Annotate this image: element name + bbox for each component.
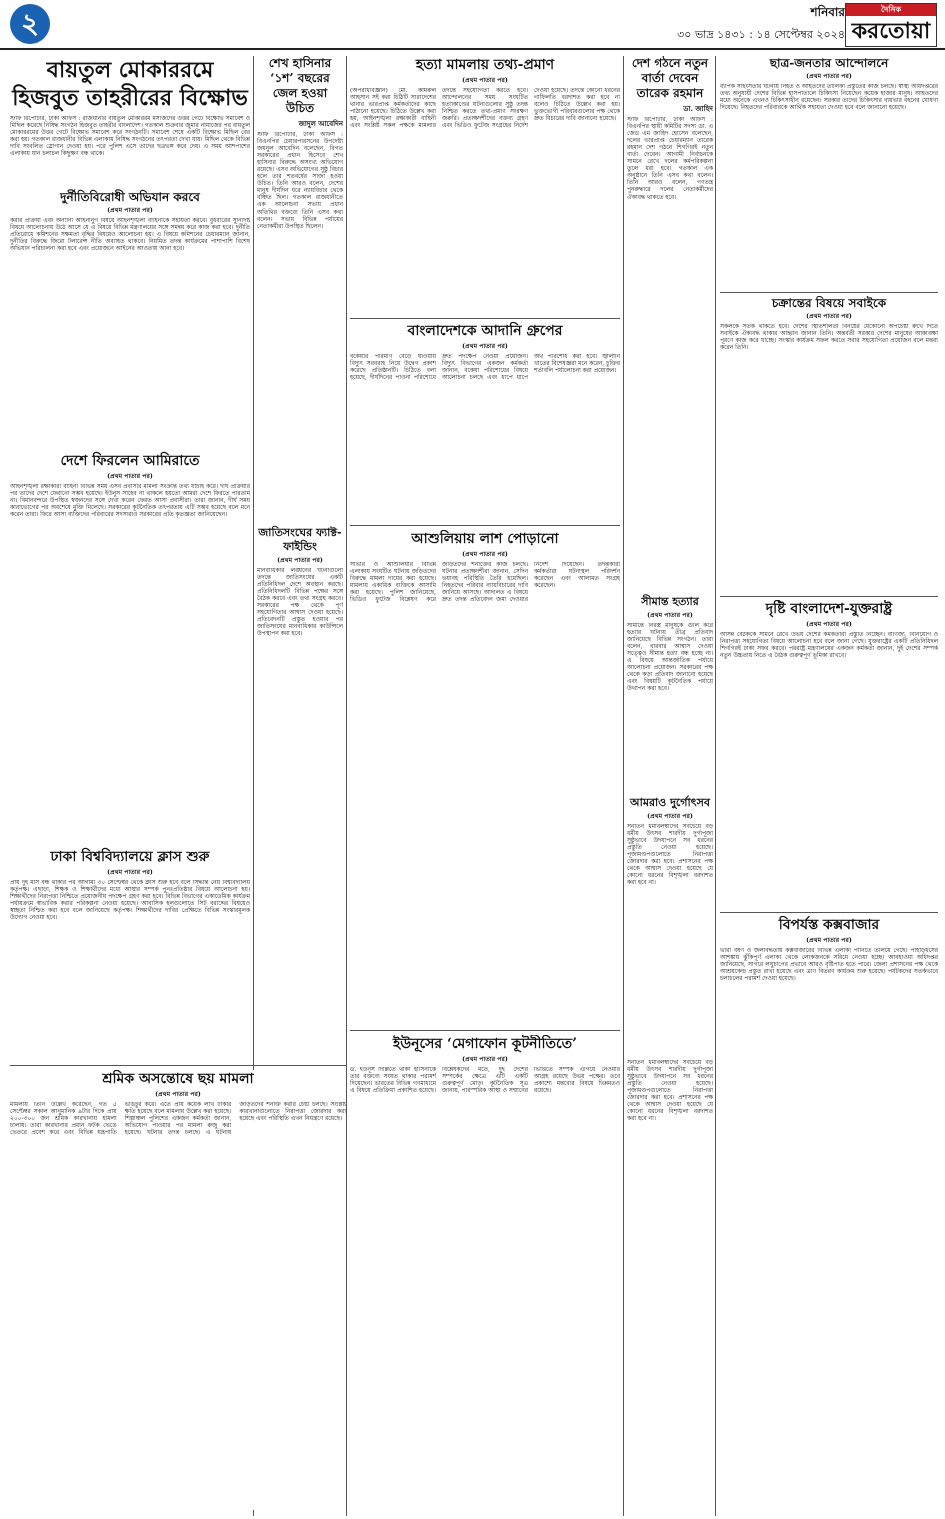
header-day: শনিবার <box>810 5 845 19</box>
headline: হত্যা মামলায় তথ্য-প্রমাণ <box>415 57 555 73</box>
continuation-note: (প্রথম পাতার পর) <box>462 343 508 350</box>
article-body: আসন্ন বৈঠককে সামনে রেখে উভয় দেশের কর্মকর্তারা প্রস্তুতি নিচ্ছেন। বাণিজ্য, বিনিয়োগ ও নিরাপত্তা সহযোগিতা বিষয়ে আলোচনা হবে বলে জানা গেছে। যুক্তরাষ্ট্রের একটি প্রতিনিধিদল শিগগিরই ঢাকা সফর করবে। পররাষ্ট্র মন্ত্রণালয়ের একজন কর্মকর্তা জানান, দুই দেশের সম্পর্ক নতুন উচ্চতায় নিতে এ বৈঠক গুরুত্বপূর্ণ ভূমিকা রাখবে। <box>720 632 938 660</box>
article-body: বকেয়ার পরিমাণ বেড়ে যাওয়ায় বিদ্যুৎ সরবরাহ নিয়ে উদ্বেগ প্রকাশ করেছে প্রতিষ্ঠানটি। চিঠিতে বলা হয়েছে, দীর্ঘদিনের পাওনা পরিশোধে দ্রুত পদক্ষেপ নেওয়া প্রয়োজন। বিদ্যুৎ বিভাগের একজন কর্মকর্তা জানান, বকেয়া পরিশোধের বিষয়ে আলোচনা চলছে এবং ধাপে ধাপে অর্থ পরিশোধ করা হবে। জ্বালানি খাতের বিশেষজ্ঞরা মনে করেন, চুক্তির শর্তাবলি পর্যালোচনা করা প্রয়োজন। <box>350 354 620 382</box>
headline: বাংলাদেশকে আদানি গ্রুপের <box>407 323 563 339</box>
headline: দেশ গঠনে নতুন বার্তা দেবেন তারেক রহমান <box>631 56 709 100</box>
article-body: ড. ইউনূস দিল্লিতে থাকা হাসিনাকে তার বক্তব্যে সংযত থাকার পরামর্শ দিয়েছেন। ভারতের বিভিন্ন গণমাধ্যমে এ বিষয়ে প্রতিক্রিয়া প্রকাশিত হয়েছে। বিশ্লেষকদের মতে, দুই দেশের সম্পর্কের ক্ষেত্রে এটি একটি গুরুত্বপূর্ণ মোড়। কূটনৈতিক সূত্র জানায়, পারস্পরিক আস্থা ও সম্মানের ভিত্তিতে সম্পর্ক এগিয়ে নেওয়ার আগ্রহ রয়েছে উভয় পক্ষের। তবে প্রকাশ্যে মন্তব্যের বিষয়ে ভিন্নমতও রয়েছে। <box>350 1067 620 1095</box>
section-rule <box>350 318 620 319</box>
article-body: ভারী বর্ষণ ও জলাবদ্ধতায় কক্সবাজারের বিভিন্ন এলাকা পানিতে তলিয়ে গেছে। পাহাড়ধসের আশঙ্কায় ঝুঁকিপূর্ণ এলাকা থেকে লোকজনকে সরিয়ে নেওয়া হচ্ছে। আবহাওয়া অধিদপ্তর জানিয়েছে, সাগরে লঘুচাপের প্রভাবে আরও বৃষ্টিপাত হতে পারে। জেলা প্রশাসনের পক্ষ থেকে আশ্রয়কেন্দ্র প্রস্তুত রাখা হয়েছে এবং ত্রাণ বিতরণ কার্যক্রম শুরু হয়েছে। পর্যটকদের সতর্কভাবে চলাচলের পরামর্শ দেওয়া হয়েছে। <box>720 948 938 983</box>
continuation-note: (প্রথম পাতার পর) <box>107 869 153 876</box>
article-ashulia <box>350 530 620 1030</box>
headline: চক্রান্তের বিষয়ে সবাইকে <box>771 296 887 310</box>
article-murder-case <box>350 56 620 316</box>
continuation-note: (প্রথম পাতার পর) <box>462 77 508 84</box>
masthead-name: করতোয়া <box>851 18 931 44</box>
article-body: (অপরাধবিজ্ঞান) মো. কামরুল আহসান সই করা চিঠিটি সারাদেশের থানার ভারপ্রাপ্ত কর্মকর্তাদের কাছে পাঠানো হয়েছে। চিঠিতে উল্লেখ করা হয়, আইনশৃঙ্খলা রক্ষাকারী বাহিনী এবং সংশ্লিষ্ট সকল পক্ষকে মামলার তদন্তে সহযোগিতা করতে হবে। আন্দোলনের সময় সংঘটিত হত্যাকাণ্ডের ঘটনাগুলোর সুষ্ঠু তদন্ত নিশ্চিত করতে তথ্য-প্রমাণ সংরক্ষণ জরুরি। প্রত্যক্ষদর্শীদের বক্তব্য গ্রহণ এবং ভিডিও ফুটেজ সংগ্রহের নির্দেশ দেওয়া হয়েছে। তদন্তে কোনো ধরনের গাফিলতি বরদাশত করা হবে না বলেও চিঠিতে উল্লেখ করা হয়। ভুক্তভোগী পরিবারগুলোর পক্ষ থেকে দ্রুত বিচারের দাবি জানানো হয়েছে। <box>350 88 620 130</box>
article-labor-unrest <box>10 1070 346 1510</box>
headline: বায়তুল মোকাররমে হিজবুত তাহরীরের বিক্ষোভ <box>12 57 248 111</box>
continuation-note: (প্রথম পাতার পর) <box>806 621 852 628</box>
headline: ঢাকা বিশ্ববিদ্যালয়ে ক্লাস শুরু <box>50 849 210 865</box>
headline: সীমান্ত হত্যার <box>641 595 699 608</box>
byline: জাদুল আবেদিন <box>298 119 343 128</box>
column-second <box>257 56 343 1061</box>
page-number-badge <box>10 4 50 44</box>
column-fourth <box>627 56 713 1056</box>
column-rule <box>623 56 624 1516</box>
article-body: সাভার ও আশুলিয়ার বিভিন্ন এলাকায় সংঘটিত ঘটনায় জড়িতদের বিরুদ্ধে মামলা দায়ের করা হয়েছে। মামলায় একাধিক ব্যক্তিকে আসামি করা হয়েছে। পুলিশ জানিয়েছে, ভিডিও ফুটেজ বিশ্লেষণ করে জড়িতদের শনাক্তের কাজ চলছে। ঘটনার প্রত্যক্ষদর্শীরা জানান, সেদিন ভয়াবহ পরিস্থিতি তৈরি হয়েছিল। নিহতদের পরিবার ন্যায়বিচারের দাবি জানিয়ে আসছে। আদালত এ বিষয়ে দ্রুত তদন্ত প্রতিবেদন জমা দেওয়ার নির্দেশ দিয়েছেন। তদন্তকারী কর্মকর্তারা ঘটনাস্থল পরিদর্শন করেছেন এবং আলামত সংগ্রহ করেছেন। <box>350 562 620 604</box>
column-rule <box>346 56 347 1516</box>
continuation-note: (প্রথম পাতার পর) <box>806 313 852 320</box>
headline: দৃষ্টি বাংলাদেশ-যুক্তরাষ্ট্র <box>765 601 893 617</box>
article-body: সনাতন ধর্মাবলম্বীদের সবচেয়ে বড় ধর্মীয় উৎসব শারদীয় দুর্গাপূজা সুষ্ঠুভাবে উদযাপনে সব ধরনের প্রস্তুতি নেওয়া হয়েছে। পূজামণ্ডপগুলোতে নিরাপত্তা জোরদার করা হবে। প্রশাসনের পক্ষ থেকে আশ্বাস দেওয়া হয়েছে যে কোনো ধরনের বিশৃঙ্খলা বরদাশত করা হবে না। <box>627 824 713 887</box>
article-student-movement <box>720 56 938 291</box>
masthead-logo <box>845 3 937 47</box>
page-number: ২ <box>20 7 40 40</box>
section-rule <box>350 525 620 526</box>
article-body: সকলকে সতর্ক থাকতে হবে। দেশের স্থিতিশীলতা বিনষ্টের যেকোনো অপচেষ্টা রুখে দিতে সবাইকে ঐক্যবদ্ধ থাকার আহ্বান জানান তিনি। অন্তর্বর্তী সরকার দেশের মানুষের আকাঙ্ক্ষা পূরণে কাজ করে যাচ্ছে। সংস্কার কার্যক্রম সফল করতে সবার সহযোগিতা প্রয়োজন বলে মন্তব্য করেন তিনি। <box>720 324 938 352</box>
headline: আমরাও দুর্গোৎসব <box>630 796 710 809</box>
continuation-note: (প্রথম পাতার পর) <box>647 612 693 619</box>
headline: শেখ হাসিনার ‘১শ’ বছরের জেল হওয়া উচিত <box>268 56 332 115</box>
article-body: আইনশৃঙ্খলা রক্ষাকারী বাহিনী বিভিন্ন সময় এসব প্রবাসীর মামলা সংক্রান্ত তথ্য যাচাই করে। দীর্ঘ প্রক্রিয়ার পর তাদের দেশে ফেরানো সম্ভব হয়েছে। ইউনুস সাহেব না থাকলে হয়তো আমরা দেশে ফিরতে পারতাম না। বিমানবন্দরে উপস্থিত স্বজনদের সঙ্গে দেখা করেন ফেরত আসা প্রবাসীরা। তারা জানান, দীর্ঘ সময় কারাভোগের পর অবশেষে মুক্তি মিলেছে। সরকারের কূটনৈতিক তৎপরতায় এটি সম্ভব হয়েছে বলে মনে করেন তারা। ফিরে আসা ব্যক্তিদের পরিবারের সদস্যরাও সরকারের প্রতি কৃতজ্ঞতা জানিয়েছেন। <box>10 484 250 519</box>
headline: দুর্নীতিবিরোধী অভিযান করবে <box>60 190 200 204</box>
page-header <box>0 0 945 50</box>
article-body: সনাতন ধর্মাবলম্বীদের সবচেয়ে বড় ধর্মীয় উৎসব শারদীয় দুর্গাপূজা সুষ্ঠুভাবে উদযাপনে সব ধরনের প্রস্তুতি নেওয়া হয়েছে। পূজামণ্ডপগুলোতে নিরাপত্তা জোরদার করা হবে। প্রশাসনের পক্ষ থেকে আশ্বাস দেওয়া হয়েছে যে কোনো ধরনের বিশৃঙ্খলা বরদাশত করা হবে না। <box>627 1060 713 1123</box>
continuation-note: (প্রথম পাতার পর) <box>107 207 153 214</box>
headline: বিপর্যস্ত কক্সবাজার <box>778 917 880 933</box>
headline: দেশে ফিরলেন আমিরাতে <box>60 453 200 469</box>
continuation-note: (প্রথম পাতার পর) <box>806 73 852 80</box>
article-coxs-bazar <box>720 916 938 1510</box>
article-body: স্টাফ রিপোর্টার, ঢাকা অফিস : রাজধানীর বায়তুল মোকাররম মসজিদের উত্তর গেটে বিক্ষোভ সমাবেশ ও মিছিল করেছে নিষিদ্ধ সংগঠন হিজবুত তাহরীর বাংলাদেশ। গতকাল শুক্রবার জুমার নামাজের পর বায়তুল মোকাররমের উত্তর গেটে বিক্ষোভ সমাবেশ করে সংগঠনটি। সমাবেশ শেষে একটি বিক্ষোভ মিছিল বের করা হয়। গতকাল রাজধানীর বিভিন্ন এলাকায় নিষিদ্ধ সংগঠনের তৎপরতা দেখা যায়। মিছিল থেকে বিভিন্ন দাবি সংবলিত স্লোগান দেওয়া হয়। পরে পুলিশ এসে তাদের ছত্রভঙ্গ করে দেয়। এ সময় আশপাশের এলাকায় যান চলাচল কিছুক্ষণ বন্ধ থাকে। <box>10 116 250 158</box>
continuation-note: (প্রথম পাতার পর) <box>806 937 852 944</box>
article-body: ব্যাপক সহিংসতার ঘটনায় নিহত ও আহতদের তালিকা প্রস্তুতের কাজ চলছে। স্বাস্থ্য অধিদপ্তরের তথ্য অনুযায়ী দেশের বিভিন্ন হাসপাতালে চিকিৎসা নিয়েছেন কয়েক হাজার মানুষ। আহতদের মধ্যে অনেকে এখনও চিকিৎসাধীন রয়েছেন। সরকার তাদের চিকিৎসার ব্যয়ভার বহনের ঘোষণা দিয়েছে। নিহতদের পরিবারকে আর্থিক সহায়তা দেওয়া হবে বলে জানানো হয়েছে। <box>720 84 938 112</box>
article-body: স্টাফ রিপোর্টার, ঢাকা অফিস : বিএনপির চেয়ারপারসনের উপদেষ্টা জয়নুল আবেদিন বলেছেন, বিগত সরকারের প্রধান হিসেবে শেখ হাসিনার বিরুদ্ধে অসংখ্য অভিযোগ রয়েছে। এসব অভিযোগের সুষ্ঠু বিচার হলে তার শতবর্ষের সাজা হওয়া উচিত। তিনি আরও বলেন, দেশের মানুষ দীর্ঘদিন ধরে ন্যায়বিচার থেকে বঞ্চিত ছিল। গতকাল রাজধানীতে এক আলোচনা সভায় প্রধান অতিথির বক্তব্যে তিনি এসব কথা বলেন। সভায় বিভিন্ন পর্যায়ের নেতাকর্মীরা উপস্থিত ছিলেন। <box>257 132 343 230</box>
masthead-top: দৈনিক <box>846 4 936 16</box>
article-adani <box>350 322 620 522</box>
headline: শ্রমিক অসন্তোষে ছয় মামলা <box>102 1071 254 1087</box>
header-date: ৩০ ভাদ্র ১৪৩১ : ১৪ সেপ্টেম্বর ২০২৪ <box>677 28 845 41</box>
column-fourth-bottom <box>627 1060 713 1510</box>
continuation-note: (প্রথম পাতার পর) <box>155 1091 201 1098</box>
article-body: করার প্রক্রিয়া এবং অন্যান্য আইনানুগ বিষয়ে আইনশৃঙ্খলা বাহিনীকে সহায়তা করবে। বুধবারের সুনির্দিষ্ট বিষয়ে আলোচনায় উঠে আসে যে এ বিষয়ে বিভিন্ন মন্ত্রণালয়ের সঙ্গে সমন্বয় করে কাজ করা হবে। দুর্নীতি প্রতিরোধে কমিশনের সক্ষমতা বৃদ্ধির বিষয়েও আলোচনা হয়। এ বিষয়ে কমিশনের চেয়ারম্যান জানান, দুর্নীতির বিরুদ্ধে জিরো টলারেন্স নীতি অব্যাহত থাকবে। নিয়মিত তদন্ত কার্যক্রমের পাশাপাশি বিশেষ অভিযান পরিচালনা করা হবে এবং প্রয়োজনে আইনের আওতায় আনা হবে। <box>10 218 250 253</box>
continuation-note: (প্রথম পাতার পর) <box>277 557 323 564</box>
continuation-note: (প্রথম পাতার পর) <box>462 1056 508 1063</box>
continuation-note: (প্রথম পাতার পর) <box>647 813 693 820</box>
article-body: স্টাফ রিপোর্টার, ঢাকা অফিস : বিএনপির স্থায়ী কমিটির সদস্য ডা. এ জেড এম জাহিদ হোসেন বলেছেন, দলের ভারপ্রাপ্ত চেয়ারম্যান তারেক রহমান দেশ গঠনে শিগগিরই নতুন বার্তা দেবেন। আগামী নির্বাচনকে সামনে রেখে দলের কর্মপরিকল্পনা তুলে ধরা হবে। গতকাল এক অনুষ্ঠানে তিনি এসব কথা বলেন। তিনি আরও বলেন, গণতন্ত্র পুনরুদ্ধারে দলের নেতাকর্মীদের ঐক্যবদ্ধ থাকতে হবে। <box>627 117 713 201</box>
article-body: মানবাধিকার লঙ্ঘনের ঘটনাগুলো তদন্তে জাতিসংঘের একটি প্রতিনিধিদল দেশে অবস্থান করছে। প্রতিনিধিদলটি বিভিন্ন পক্ষের সঙ্গে বৈঠক করবে এবং তথ্য সংগ্রহ করবে। সরকারের পক্ষ থেকে পূর্ণ সহযোগিতার আশ্বাস দেওয়া হয়েছে। প্রতিবেদনটি প্রস্তুত হওয়ার পর জাতিসংঘের মানবাধিকার কাউন্সিলে উপস্থাপন করা হবে। <box>257 568 343 638</box>
headline: ইউনূসের ‘মেগাফোন কূটনীতিতে’ <box>392 1036 577 1052</box>
section-rule <box>720 292 938 293</box>
article-conspiracy <box>720 296 938 596</box>
column-rule <box>715 56 716 1516</box>
continuation-note: (প্রথম পাতার পর) <box>107 473 153 480</box>
continuation-note: (প্রথম পাতার পর) <box>462 551 508 558</box>
section-rule <box>10 1065 346 1066</box>
section-rule <box>350 1030 620 1031</box>
article-body: প্রায় দুই মাস বন্ধ থাকার পর আগামী ৩০ সেপ্টেম্বর থেকে ক্লাস শুরু হবে বলে সিদ্ধান্ত নেয় বিশ্ববিদ্যালয় কর্তৃপক্ষ। এছাড়া, শিক্ষক ও শিক্ষার্থীদের মধ্যে আস্থার সম্পর্ক পুনঃপ্রতিষ্ঠার বিষয়ে আলোচনা হয়। শিক্ষার্থীদের নিরাপত্তা নিশ্চিতে প্রয়োজনীয় পদক্ষেপ গ্রহণ করা হবে। বিভিন্ন বিভাগের একাডেমিক কার্যক্রম পর্যায়ক্রমে স্বাভাবিক করার পরিকল্পনা নেওয়া হয়েছে। আবাসিক হলগুলোতে সিট বরাদ্দের বিষয়েও স্বচ্ছতা নিশ্চিত করা হবে বলে জানিয়েছে কর্তৃপক্ষ। শিক্ষার্থীদের দাবির প্রেক্ষিতে বিভিন্ন সংস্কারমূলক উদ্যোগ নেওয়া হবে। <box>10 880 250 922</box>
article-body: মামলায় তিনি উল্লেখ করেছেন, গত ৫ সেপ্টেম্বর সকাল আনুমানিক ৯টার দিকে প্রায় ২০০-৩০০ জন শ্রমিক কারখানায় হামলা চালায়। তারা কারখানার প্রধান ফটক ভেঙে ভেতরে প্রবেশ করে এবং বিভিন্ন যন্ত্রপাতি ভাঙচুর করে। এতে প্রায় কয়েক লাখ টাকার ক্ষতি হয়েছে বলে মামলায় উল্লেখ করা হয়েছে। শিল্পাঞ্চল পুলিশের একজন কর্মকর্তা জানান, অভিযোগ পাওয়ার পর মামলা রুজু করা হয়েছে। ঘটনার তদন্ত চলছে। এ ঘটনায় জড়িতদের শনাক্ত করার চেষ্টা চলছে। সংশ্লিষ্ট কারখানাগুলোতে নিরাপত্তা জোরদার করা হয়েছে এবং পরিস্থিতি এখন নিয়ন্ত্রণে রয়েছে। <box>10 1102 346 1137</box>
article-body: সীমান্তে নিরস্ত্র মানুষকে গুলি করে হত্যার ঘটনায় তীব্র প্রতিবাদ জানিয়েছে বিভিন্ন সংগঠন। তারা বলেন, বারবার আশ্বাস দেওয়া সত্ত্বেও সীমান্ত হত্যা বন্ধ হচ্ছে না। এ বিষয়ে আন্তর্জাতিক পর্যায়ে আলোচনা প্রয়োজন। সরকারের পক্ষ থেকে কড়া প্রতিবাদ জানানো হয়েছে এবং বিষয়টি কূটনৈতিক পর্যায়ে উত্থাপন করা হবে। <box>627 623 713 693</box>
byline: ডা. জাহিদ <box>683 104 713 113</box>
article-megaphone <box>350 1035 620 1510</box>
headline: ছাত্র-জনতার আন্দোলনে <box>769 56 889 70</box>
article-bd-us <box>720 600 938 910</box>
headline: জাতিসংঘের ফ্যাক্ট-ফাইন্ডিং <box>258 526 342 553</box>
section-rule <box>720 912 938 913</box>
headline: আশুলিয়ায় লাশ পোড়ানো <box>411 531 559 547</box>
section-rule <box>720 596 938 597</box>
